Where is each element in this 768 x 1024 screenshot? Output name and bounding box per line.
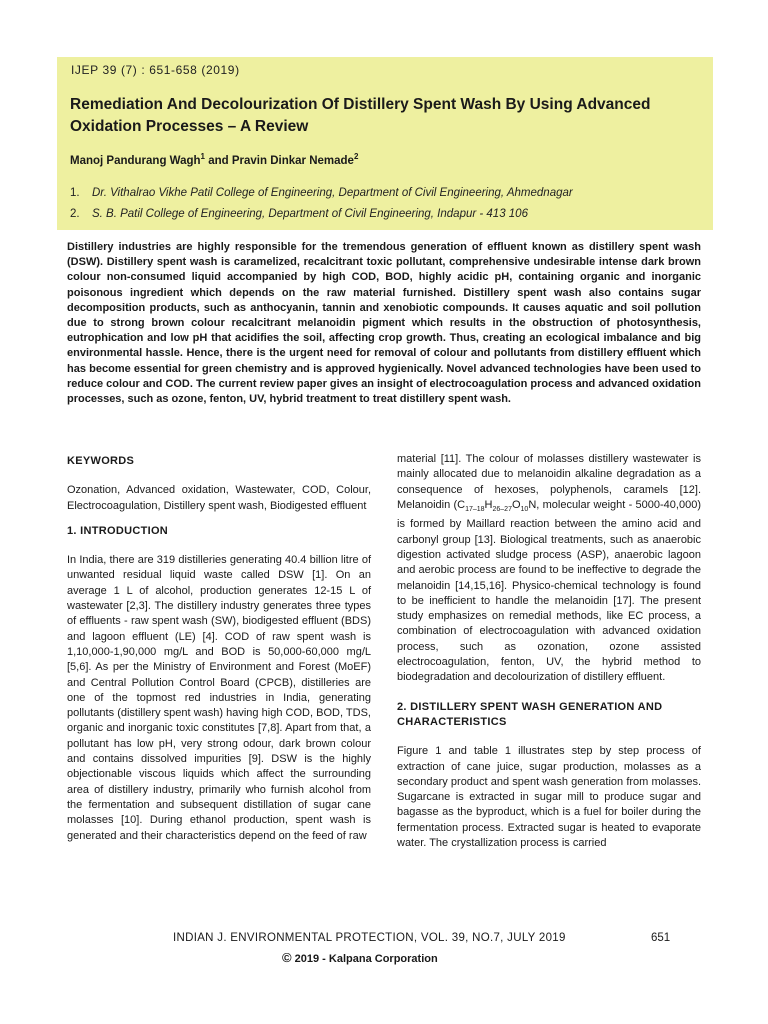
affiliation-2 — [70, 208, 710, 220]
subscript: 17–18 — [465, 506, 485, 514]
header-box — [57, 57, 713, 230]
section-2-text: Figure 1 and table 1 illustrates step by step process of extraction of cane juice, sugar production, molasses as a secondary product and spent wash generation from molasses. Sugarcane is extracted in sugar mill to produce sugar and bagasse as the byproduct, which is a fuel for boiler during the fermentation process. Extracted sugar is heated to evaporate water. The crystallization process is carried — [397, 745, 701, 850]
text-run: H — [484, 498, 493, 511]
section-2-heading: 2. DISTILLERY SPENT WASH GENERATION AND CHARACTERISTICS — [397, 700, 663, 728]
journal-reference: IJEP 39 (7) : 651-658 (2019) — [71, 63, 240, 77]
paper-title: Remediation And Decolourization Of Distillery Spent Wash By Using Advanced Oxidation Processes – A Review — [70, 96, 651, 135]
copyright-text: 2019 - Kalpana Corporation — [294, 953, 438, 965]
keywords-heading: KEYWORDS — [67, 455, 135, 467]
affiliation-1 — [70, 187, 710, 199]
page-number: 651 — [651, 932, 671, 944]
keywords-text: Ozonation, Advanced oxidation, Wastewater, COD, Colour, Electrocoagulation, Distillery spent wash, Biodigested effluent — [67, 484, 371, 512]
affiliation-number: 2. — [70, 208, 80, 220]
copyright-symbol: © — [282, 950, 292, 965]
subscript: 26–27 — [492, 506, 512, 514]
abstract: Distillery industries are highly responsible for the tremendous generation of effluent known as distillery spent wash (DSW). Distillery spent wash is caramelized, recalcitrant toxic pollutant, comprehensive undesirable intense dark brown colour non-consumed liquid accompanied by high COD, BOD, highly acidic pH, containing organic and inorganic poisonous ingredient which depends on the raw material furnished. Distillery spent wash also contains sugar decomposition products, such as anthocyanin, tannin and xenobiotic compounds. It causes aquatic and soil pollution due to strong brown colour recalcitrant melanoidin pigment which results in the obstruction of photosynthesis, eutrophication and low pH that acidifies the soil, affecting crop growth. Thus, creating an ecological imbalance and big environmental hassle. Hence, there is the urgent need for removal of colour and pollutants from distillery effluent which has become essential for green chemistry and is approved hygienically. Novel advanced technologies have been used to reduce colour and COD. The current review paper gives an insight of electrocoagulation process and advanced oxidation processes, such as ozone, fenton, UV, hybrid treatment to treat distillery spent wash. — [67, 241, 701, 406]
text-run: N, molecular weight - 5000-40,000) is formed by Maillard reaction between the amino acid and carbonyl group [13]. Biological treatments, such as anaerobic digestion activated sludge process (ASP), anaerobic lagoon and aerobic process are found to be ineffective to degrade the melanoidin [14,15,16]. Physico-chemical technology is found to be inefficient to handle the melanoidin [17]. The present study emphasizes on remedial methods, like EC process, a combination of electrocoagulation with advanced oxidation process, such as ozonation, ozone assisted electrocoagulation, fenton, UV, the hybrid method to biodegradation and decolourization of distillery effluent. — [397, 498, 701, 684]
left-column — [67, 454, 371, 844]
author-conjunction: and — [208, 154, 229, 167]
author-1-affiliation-mark: 1 — [200, 152, 205, 161]
affiliation-text: Dr. Vithalrao Vikhe Patil College of Engineering, Department of Civil Engineering, Ahmednagar — [92, 187, 573, 199]
subscript: 10 — [520, 506, 529, 514]
text-run: material [11]. The colour of molasses distillery wastewater is mainly allocated due to melanoidin alkaline degradation as a consequence of hexoses, polyphenols, caramels [12]. Melanoidin (C — [397, 453, 701, 511]
introduction-continued — [397, 452, 701, 686]
author-line — [70, 152, 358, 167]
affiliation-number: 1. — [70, 187, 80, 199]
introduction-heading: 1. INTRODUCTION — [67, 524, 169, 537]
footer-journal: INDIAN J. ENVIRONMENTAL PROTECTION, VOL. 39, NO.7, JULY 2019 — [173, 932, 566, 944]
author-2: Pravin Dinkar Nemade — [231, 154, 354, 167]
affiliation-text: S. B. Patil College of Engineering, Department of Civil Engineering, Indapur - 413 106 — [92, 208, 528, 220]
introduction-text: In India, there are 319 distilleries generating 40.4 billion litre of unwanted residual liquid waste called DSW [1]. On an average 1 L of alcohol, production generates 12-15 L of wastewater [2,3]. The distillery industry generates three types of effluents - raw spent wash (SW), biodigested effluent (BDS) and lagoon effluent (LE) [4]. COD of raw spent wash is 1,10,000-1,90,000 mg/L and BOD is 50,000-60,000 mg/L [5,6]. As per the Ministry of Environment and Forest (MoEF) and Central Pollution Control Board (CPCB), distilleries are one of the topmost red industries in India, generating pollutants (distillery spent wash) having high COD, BOD, TDS, organic and inorganic toxic constitutes [7,8]. Apart from that, a pollutant has low pH, very strong odour, dark brown colour and contains dissolved impurities [9]. DSW is the highly objectionable viscous liquids which affect the surrounding area of distillery industry, primarily who furnish alcohol from the fermentation and subsequent distillation of sugar cane molasses [10]. During ethanol production, spent wash is generated and their characteristics depend on the feed of raw — [67, 554, 371, 842]
right-column — [397, 452, 701, 851]
author-2-affiliation-mark: 2 — [353, 152, 359, 161]
text-run: O — [511, 498, 521, 511]
copyright — [282, 950, 438, 965]
author-1: Manoj Pandurang Wagh — [70, 154, 201, 167]
